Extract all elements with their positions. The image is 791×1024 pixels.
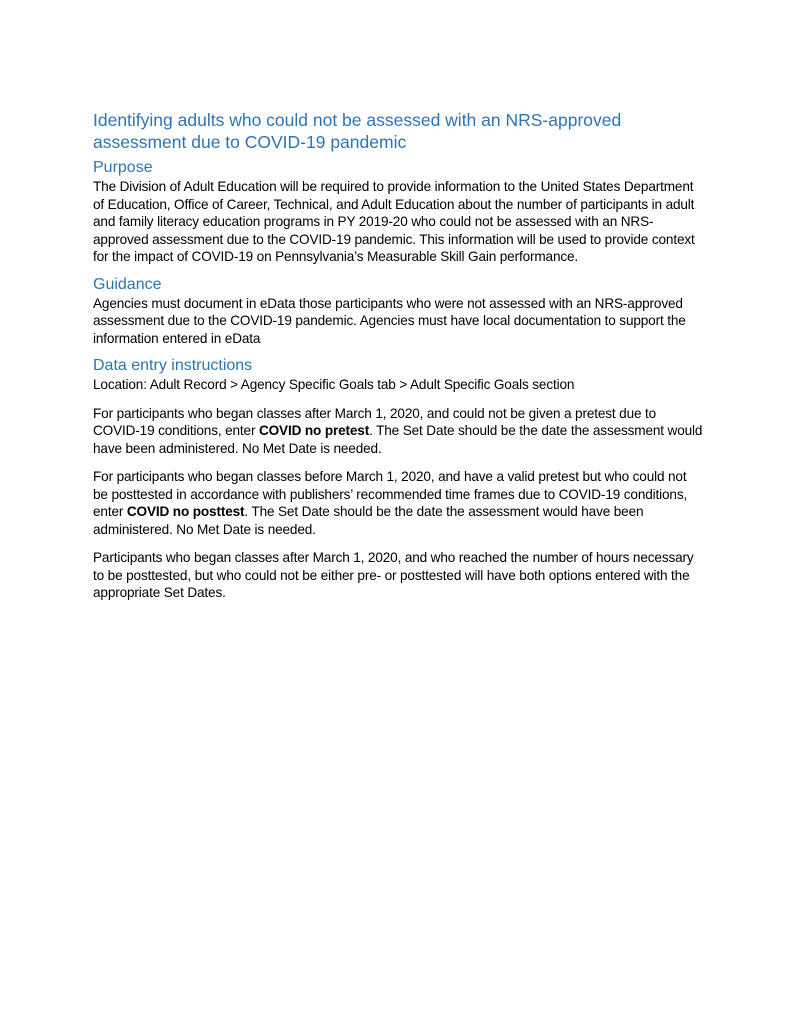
- document-page: [93, 109, 703, 611]
- data-entry-heading: Data entry instructions: [93, 357, 253, 374]
- covid-no-posttest-term: COVID no posttest: [126, 504, 245, 519]
- instruction-1-text-before: For participants who began classes after March 1, 2020, and could not be given a pretest due to COVID-19 conditions, enter: [93, 405, 657, 438]
- instruction-2-text-after: . The Set Date should be the date the assessment would have been administered. No Met Date is needed.: [93, 504, 644, 537]
- purpose-section: [93, 158, 703, 266]
- purpose-text: The Division of Adult Education will be required to provide information to the United States Department of Education, Office of Career, Technical, and Adult Education about the number of participants in adult and family literacy education programs in PY 2019-20 who could not be assessed with an NRS-approved assessment due to the COVID-19 pandemic. This information will be used to provide context for the impact of COVID-19 on Pennsylvania’s Measurable Skill Gain performance.: [93, 179, 695, 264]
- guidance-text: Agencies must document in eData those participants who were not assessed with an NRS-approved assessment due to the COVID-19 pandemic. Agencies must have local documentation to support the information entered in eData: [93, 295, 686, 346]
- instruction-1-text-after: . The Set Date should be the date the assessment would have been administered. No Met Date is needed.: [93, 423, 703, 456]
- instruction-2-text-before: For participants who began classes before March 1, 2020, and have a valid pretest but who could not be posttested in accordance with publishers’ recommended time frames due to COVID-19 conditions, enter: [93, 469, 688, 519]
- covid-no-pretest-term: COVID no pretest: [258, 423, 370, 438]
- document-title: Identifying adults who could not be assessed with an NRS-approved assessment due to COVID-19 pandemic: [93, 110, 622, 152]
- instruction-paragraph-1: [93, 405, 703, 458]
- instruction-paragraph-3: Participants who began classes after March 1, 2020, and who reached the number of hours necessary to be posttested, but who could not be either pre- or posttested will have both options entered with the appropriate Set Dates.: [93, 550, 694, 600]
- guidance-section: [93, 275, 703, 348]
- guidance-heading: Guidance: [93, 275, 162, 293]
- location-text: Location: Adult Record > Agency Specific Goals tab > Adult Specific Goals section: [93, 377, 575, 392]
- instruction-paragraph-2: [93, 468, 703, 538]
- purpose-heading: Purpose: [93, 159, 153, 176]
- data-entry-section: [93, 356, 703, 602]
